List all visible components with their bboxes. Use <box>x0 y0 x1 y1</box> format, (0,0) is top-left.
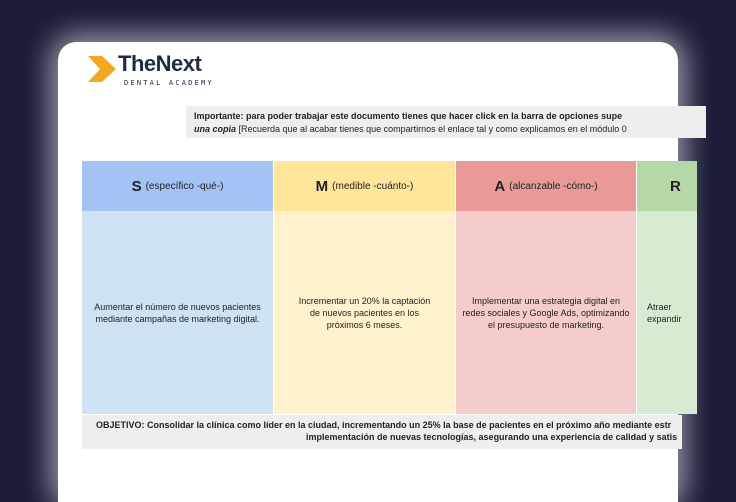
smart-text-s: Aumentar el número de nuevos pacientes mediante campañas de marketing digital. <box>94 301 261 324</box>
smart-letter-s: S <box>131 177 142 195</box>
document-page <box>58 42 682 502</box>
smart-cell-m[interactable] <box>274 211 455 414</box>
smart-header-a <box>456 161 636 211</box>
smart-label-a: (alcanzable -cómo-) <box>509 180 598 192</box>
important-notice <box>186 106 706 138</box>
notice-line1: Importante: para poder trabajar este documento tienes que hacer click en la barra de opciones supe <box>194 111 623 121</box>
objective-banner <box>82 415 682 449</box>
smart-letter-m: M <box>315 177 329 195</box>
notice-emphasis: una copia <box>194 124 237 134</box>
smart-column-m <box>274 161 455 414</box>
smart-text-m: Incrementar un 20% la captación de nuevos pacientes en los próximos 6 meses. <box>298 295 431 330</box>
smart-header-m <box>274 161 455 211</box>
objective-line2: implementación de nuevas tecnologías, asegurando una experiencia de calidad y satis <box>306 432 678 442</box>
smart-column-r <box>637 161 697 414</box>
smart-text-r: Atraer expandir <box>647 301 682 324</box>
brand-name: TheNext <box>118 51 202 76</box>
notice-line2: [Recuerda que al acabar tienes que compartirnos el enlace tal y como explicamos en el módulo 0 <box>236 124 627 134</box>
smart-cell-s[interactable] <box>82 211 273 414</box>
smart-cell-r[interactable] <box>637 211 697 414</box>
chevron-logo-icon <box>88 56 116 82</box>
smart-header-s <box>82 161 273 211</box>
smart-header-r <box>637 161 697 211</box>
smart-text-a: Implementar una estrategia digital en redes sociales y Google Ads, optimizando el presupuesto de marketing. <box>462 295 630 330</box>
smart-label-m: (medible -cuánto-) <box>332 180 414 192</box>
smart-letter-a: A <box>494 177 506 195</box>
smart-cell-a[interactable] <box>456 211 636 414</box>
smart-label-s: (específico -qué-) <box>145 180 224 192</box>
smart-column-a <box>456 161 636 414</box>
smart-column-s <box>82 161 273 414</box>
brand-logo <box>88 52 228 94</box>
smart-letter-r: R <box>670 177 681 195</box>
objective-line1: OBJETIVO: Consolidar la clínica como líder en la ciudad, incrementando un 25% la base de pacientes en el próximo año mediante estr <box>96 420 672 430</box>
brand-tagline: DENTAL ACADEMY <box>124 79 214 87</box>
